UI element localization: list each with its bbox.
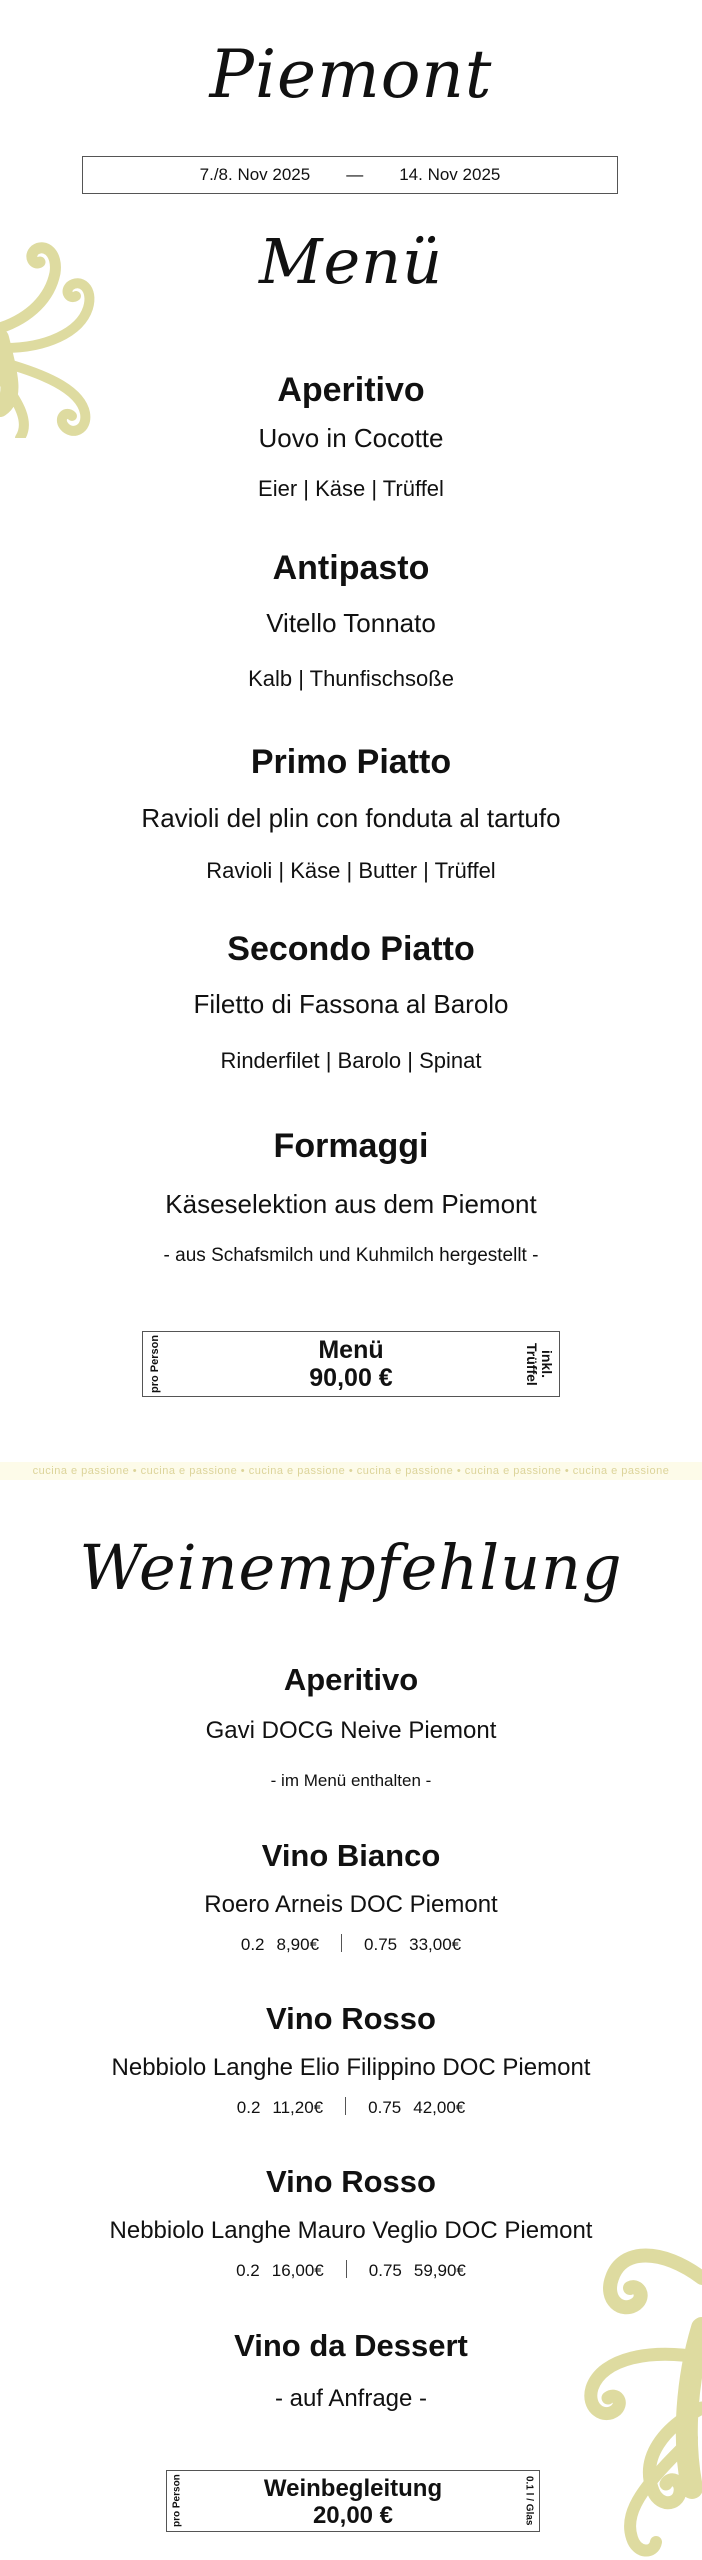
wine-course-heading: Aperitivo	[283, 1662, 419, 1697]
date-range	[82, 156, 618, 194]
wine-price: 59,90€	[413, 2261, 466, 2280]
price-separator	[345, 2097, 346, 2115]
wine-qty: 0.75	[368, 2098, 402, 2117]
wine-title: Weinempfehlung	[79, 1531, 623, 1604]
wine-price-label: Weinbegleitung	[263, 2475, 443, 2502]
menu-price-amount: 90,00 €	[309, 1364, 393, 1392]
price-note-right-1: inkl.	[539, 1349, 555, 1378]
wine-name: Gavi DOCG Neive Piemont	[205, 1717, 497, 1744]
wine-qty: 0.75	[368, 2261, 402, 2280]
wine-price: 16,00€	[271, 2261, 324, 2280]
price-note-right	[523, 1332, 555, 1396]
wine-course-heading: Vino Rosso	[266, 2164, 436, 2199]
date-to: 14. Nov 2025	[399, 165, 501, 184]
wine-prices	[0, 2260, 702, 2282]
wine-price: 8,90€	[276, 1935, 320, 1954]
course-description: Eier | Käse | Trüffel	[258, 476, 444, 501]
wine-name: Roero Arneis DOC Piemont	[204, 1891, 498, 1918]
course-description: - aus Schafsmilch und Kuhmilch hergestellt -	[163, 1245, 539, 1266]
course-dish: Filetto di Fassona al Barolo	[193, 989, 509, 1019]
course-heading: Formaggi	[273, 1127, 429, 1165]
wine-note: - auf Anfrage -	[274, 2385, 428, 2412]
menu-price-label: Menü	[318, 1336, 384, 1364]
wine-name: Nebbiolo Langhe Elio Filippino DOC Piemont	[111, 2054, 591, 2081]
wine-note: - im Menü enthalten -	[270, 1771, 432, 1790]
course-dish: Uovo in Cocotte	[258, 423, 444, 453]
decorative-band: cucina e passione • cucina e passione • cucina e passione • cucina e passione • cucina e passione • cucina e passione	[0, 1462, 702, 1480]
price-note-right: 0.1 l / Glas	[523, 2476, 535, 2526]
wine-price: 42,00€	[413, 2098, 466, 2117]
wine-qty: 0.75	[364, 1935, 398, 1954]
wine-course-heading: Vino Bianco	[261, 1838, 441, 1873]
date-dash: —	[346, 165, 364, 184]
price-note-left: pro Person	[149, 1334, 161, 1394]
menu-price	[143, 1332, 559, 1396]
price-note-left: pro Person	[171, 2474, 183, 2528]
menu-price-box	[142, 1331, 560, 1397]
course-description: Kalb | Thunfischsoße	[248, 666, 454, 691]
wine-qty: 0.2	[236, 2261, 260, 2280]
price-separator	[346, 2260, 347, 2278]
wine-name: Nebbiolo Langhe Mauro Veglio DOC Piemont	[109, 2217, 593, 2244]
course-heading: Primo Piatto	[250, 743, 452, 781]
menu-title: Menü	[258, 225, 444, 298]
page-title: Piemont	[209, 36, 493, 113]
wine-prices	[0, 1934, 702, 1956]
wine-price: 33,00€	[409, 1935, 462, 1954]
wine-qty: 0.2	[240, 1935, 265, 1954]
wine-prices	[0, 2097, 702, 2119]
wine-price-box	[166, 2470, 540, 2532]
wine-course-heading: Vino Rosso	[266, 2001, 436, 2036]
price-note-right-2: Trüffel	[524, 1342, 540, 1386]
wine-price: 11,20€	[272, 2098, 324, 2117]
price-separator	[341, 1934, 342, 1952]
wine-qty: 0.2	[236, 2098, 261, 2117]
date-from: 7./8. Nov 2025	[199, 165, 311, 184]
wine-course-heading: Vino da Dessert	[234, 2328, 468, 2363]
course-dish: Ravioli del plin con fonduta al tartufo	[141, 803, 561, 833]
course-dish: Käseselektion aus dem Piemont	[165, 1189, 537, 1219]
wine-price-amount: 20,00 €	[312, 2502, 394, 2529]
wine-price-total	[167, 2471, 539, 2531]
course-dish: Vitello Tonnato	[266, 608, 436, 638]
course-heading: Secondo Piatto	[227, 930, 475, 968]
course-description: Ravioli | Käse | Butter | Trüffel	[206, 858, 496, 883]
course-heading: Aperitivo	[277, 371, 425, 409]
course-heading: Antipasto	[272, 549, 430, 587]
course-description: Rinderfilet | Barolo | Spinat	[220, 1048, 482, 1073]
